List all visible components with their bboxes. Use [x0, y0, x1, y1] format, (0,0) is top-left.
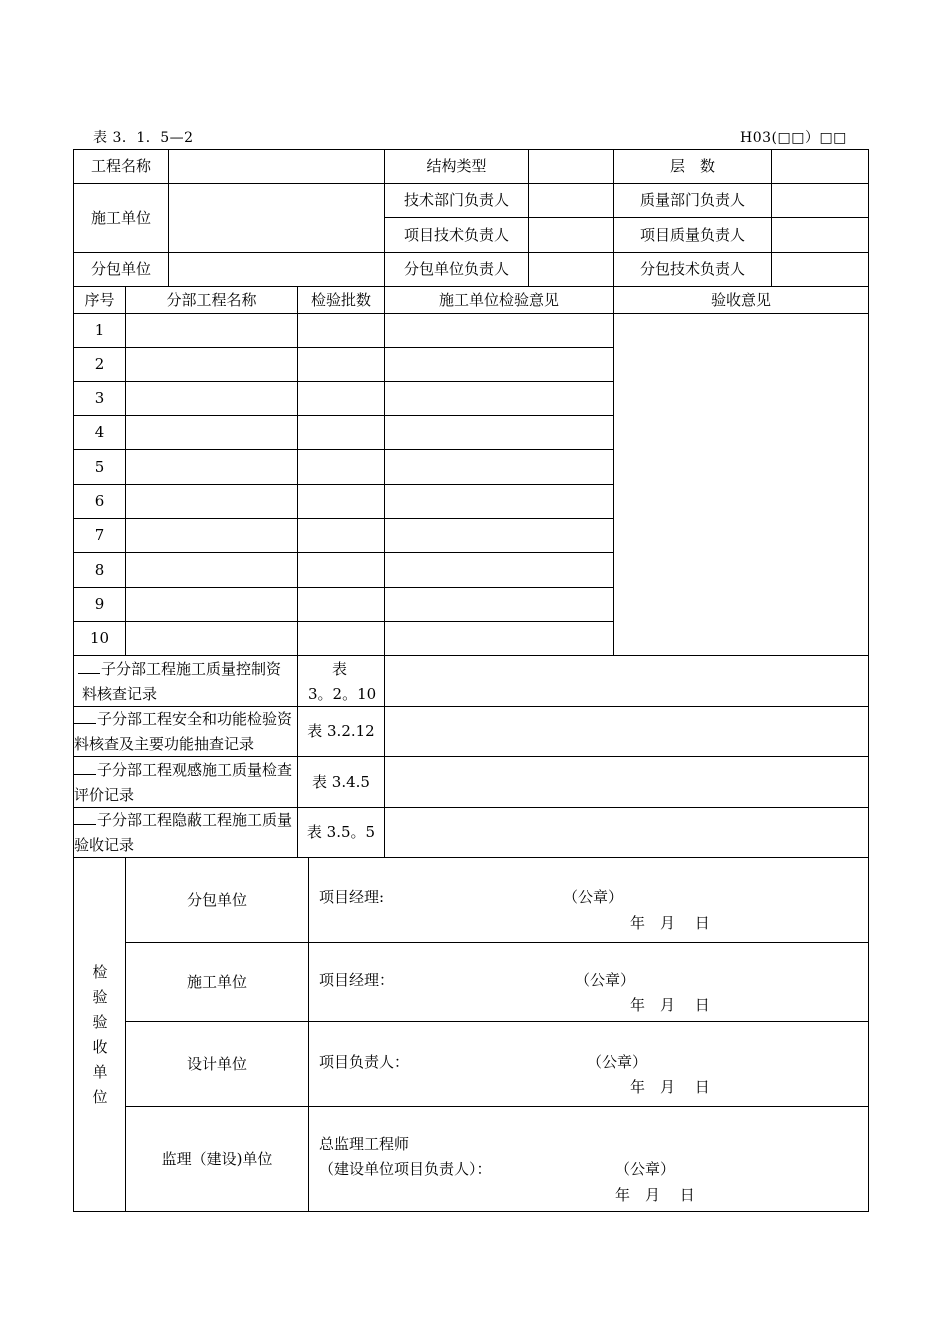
- inspection-units-vertical-label: 检 验 验 收 单 位: [92, 963, 108, 1106]
- row-number: 1: [94, 321, 105, 339]
- seal-label: （公章）: [575, 971, 636, 989]
- column-header-batch-count: 检验批数: [310, 290, 371, 309]
- subcontract-unit-value[interactable]: [169, 253, 384, 286]
- record-title-line1: 子分部工程观感施工质量检查: [74, 760, 292, 780]
- row-number: 8: [94, 560, 105, 579]
- construction-unit-value[interactable]: [169, 184, 384, 252]
- quality-dept-head-value[interactable]: [772, 184, 868, 217]
- row-number: 4: [94, 423, 105, 441]
- unit-name-subcontract: 分包单位: [186, 890, 247, 909]
- unit-role-label: 项目经理：: [319, 971, 395, 989]
- row-number: 2: [94, 355, 105, 373]
- project-quality-head-value[interactable]: [772, 218, 868, 252]
- unit-role-label-secondary: （建设单位项目负责人）：: [319, 1160, 492, 1178]
- floors-value[interactable]: [772, 150, 868, 183]
- subcontract-tech-head-label: 分包技术负责人: [639, 260, 745, 278]
- record-reference: 3。2。10: [308, 685, 377, 703]
- structure-type-value[interactable]: [529, 150, 613, 183]
- form-code: H03(□□）□□: [740, 130, 847, 146]
- record-reference: 表: [332, 660, 348, 678]
- date-label: 年 月 日: [630, 996, 710, 1014]
- seal-label: （公章）: [615, 1160, 676, 1178]
- floors-label: 层 数: [669, 157, 715, 175]
- record-reference: 表 3.4.5: [312, 772, 370, 791]
- unit-name-supervision: 监理（建设)单位: [161, 1149, 273, 1168]
- column-header-subdivision-name: 分部工程名称: [166, 290, 257, 309]
- subcontract-unit-head-label: 分包单位负责人: [403, 260, 509, 278]
- unit-name-design: 设计单位: [186, 1054, 247, 1073]
- record-reference: 表 3.5。5: [306, 823, 376, 841]
- row-number: 5: [94, 457, 105, 476]
- date-label: 年 月 日: [630, 1078, 710, 1096]
- subcontract-unit-label: 分包单位: [90, 260, 151, 278]
- record-title-line2: 料核查及主要功能抽查记录: [74, 735, 255, 753]
- seal-label: （公章）: [563, 888, 624, 906]
- row-number: 3: [94, 389, 105, 407]
- record-title-line1: 子分部工程施工质量控制资: [78, 659, 281, 679]
- structure-type-label: 结构类型: [426, 157, 487, 175]
- unit-name-construction: 施工单位: [186, 972, 247, 991]
- construction-unit-label: 施工单位: [90, 208, 151, 227]
- column-header-acceptance-opinion: 验收意见: [710, 290, 771, 309]
- project-quality-head-label: 项目质量负责人: [639, 225, 745, 244]
- unit-role-label: 项目负责人：: [319, 1053, 410, 1071]
- tech-dept-head-value[interactable]: [529, 184, 613, 217]
- project-tech-head-value[interactable]: [529, 218, 613, 252]
- unit-role-label: 总监理工程师: [319, 1135, 410, 1153]
- record-title-line2: 料核查记录: [82, 685, 158, 703]
- record-title-line1: 子分部工程隐蔽工程施工质量: [74, 810, 292, 830]
- record-title-line1: 子分部工程安全和功能检验资: [74, 709, 292, 729]
- row-number: 6: [94, 492, 105, 510]
- column-header-construction-opinion: 施工单位检验意见: [438, 290, 559, 309]
- acceptance-opinion-area[interactable]: [614, 314, 868, 655]
- project-tech-head-label: 项目技术负责人: [403, 225, 509, 244]
- date-label: 年 月 日: [630, 914, 710, 932]
- record-title-line2: 评价记录: [74, 786, 135, 804]
- record-reference: 表 3.2.12: [307, 722, 375, 740]
- subcontract-unit-head-value[interactable]: [529, 253, 613, 286]
- date-label: 年 月 日: [615, 1186, 695, 1204]
- row-number: 7: [94, 526, 105, 544]
- tech-dept-head-label: 技术部门负责人: [403, 191, 509, 209]
- record-title-line2: 验收记录: [74, 836, 135, 854]
- column-header-seq: 序号: [84, 290, 115, 309]
- row-number: 10: [89, 629, 110, 647]
- unit-role-label: 项目经理:: [319, 888, 385, 906]
- project-name-label: 工程名称: [90, 157, 151, 175]
- seal-label: （公章）: [587, 1053, 648, 1071]
- quality-dept-head-label: 质量部门负责人: [639, 191, 745, 209]
- row-number: 9: [94, 595, 105, 613]
- project-name-value[interactable]: [169, 150, 384, 183]
- table-number: 表 3．1．5—2: [93, 130, 194, 146]
- subcontract-tech-head-value[interactable]: [772, 253, 868, 286]
